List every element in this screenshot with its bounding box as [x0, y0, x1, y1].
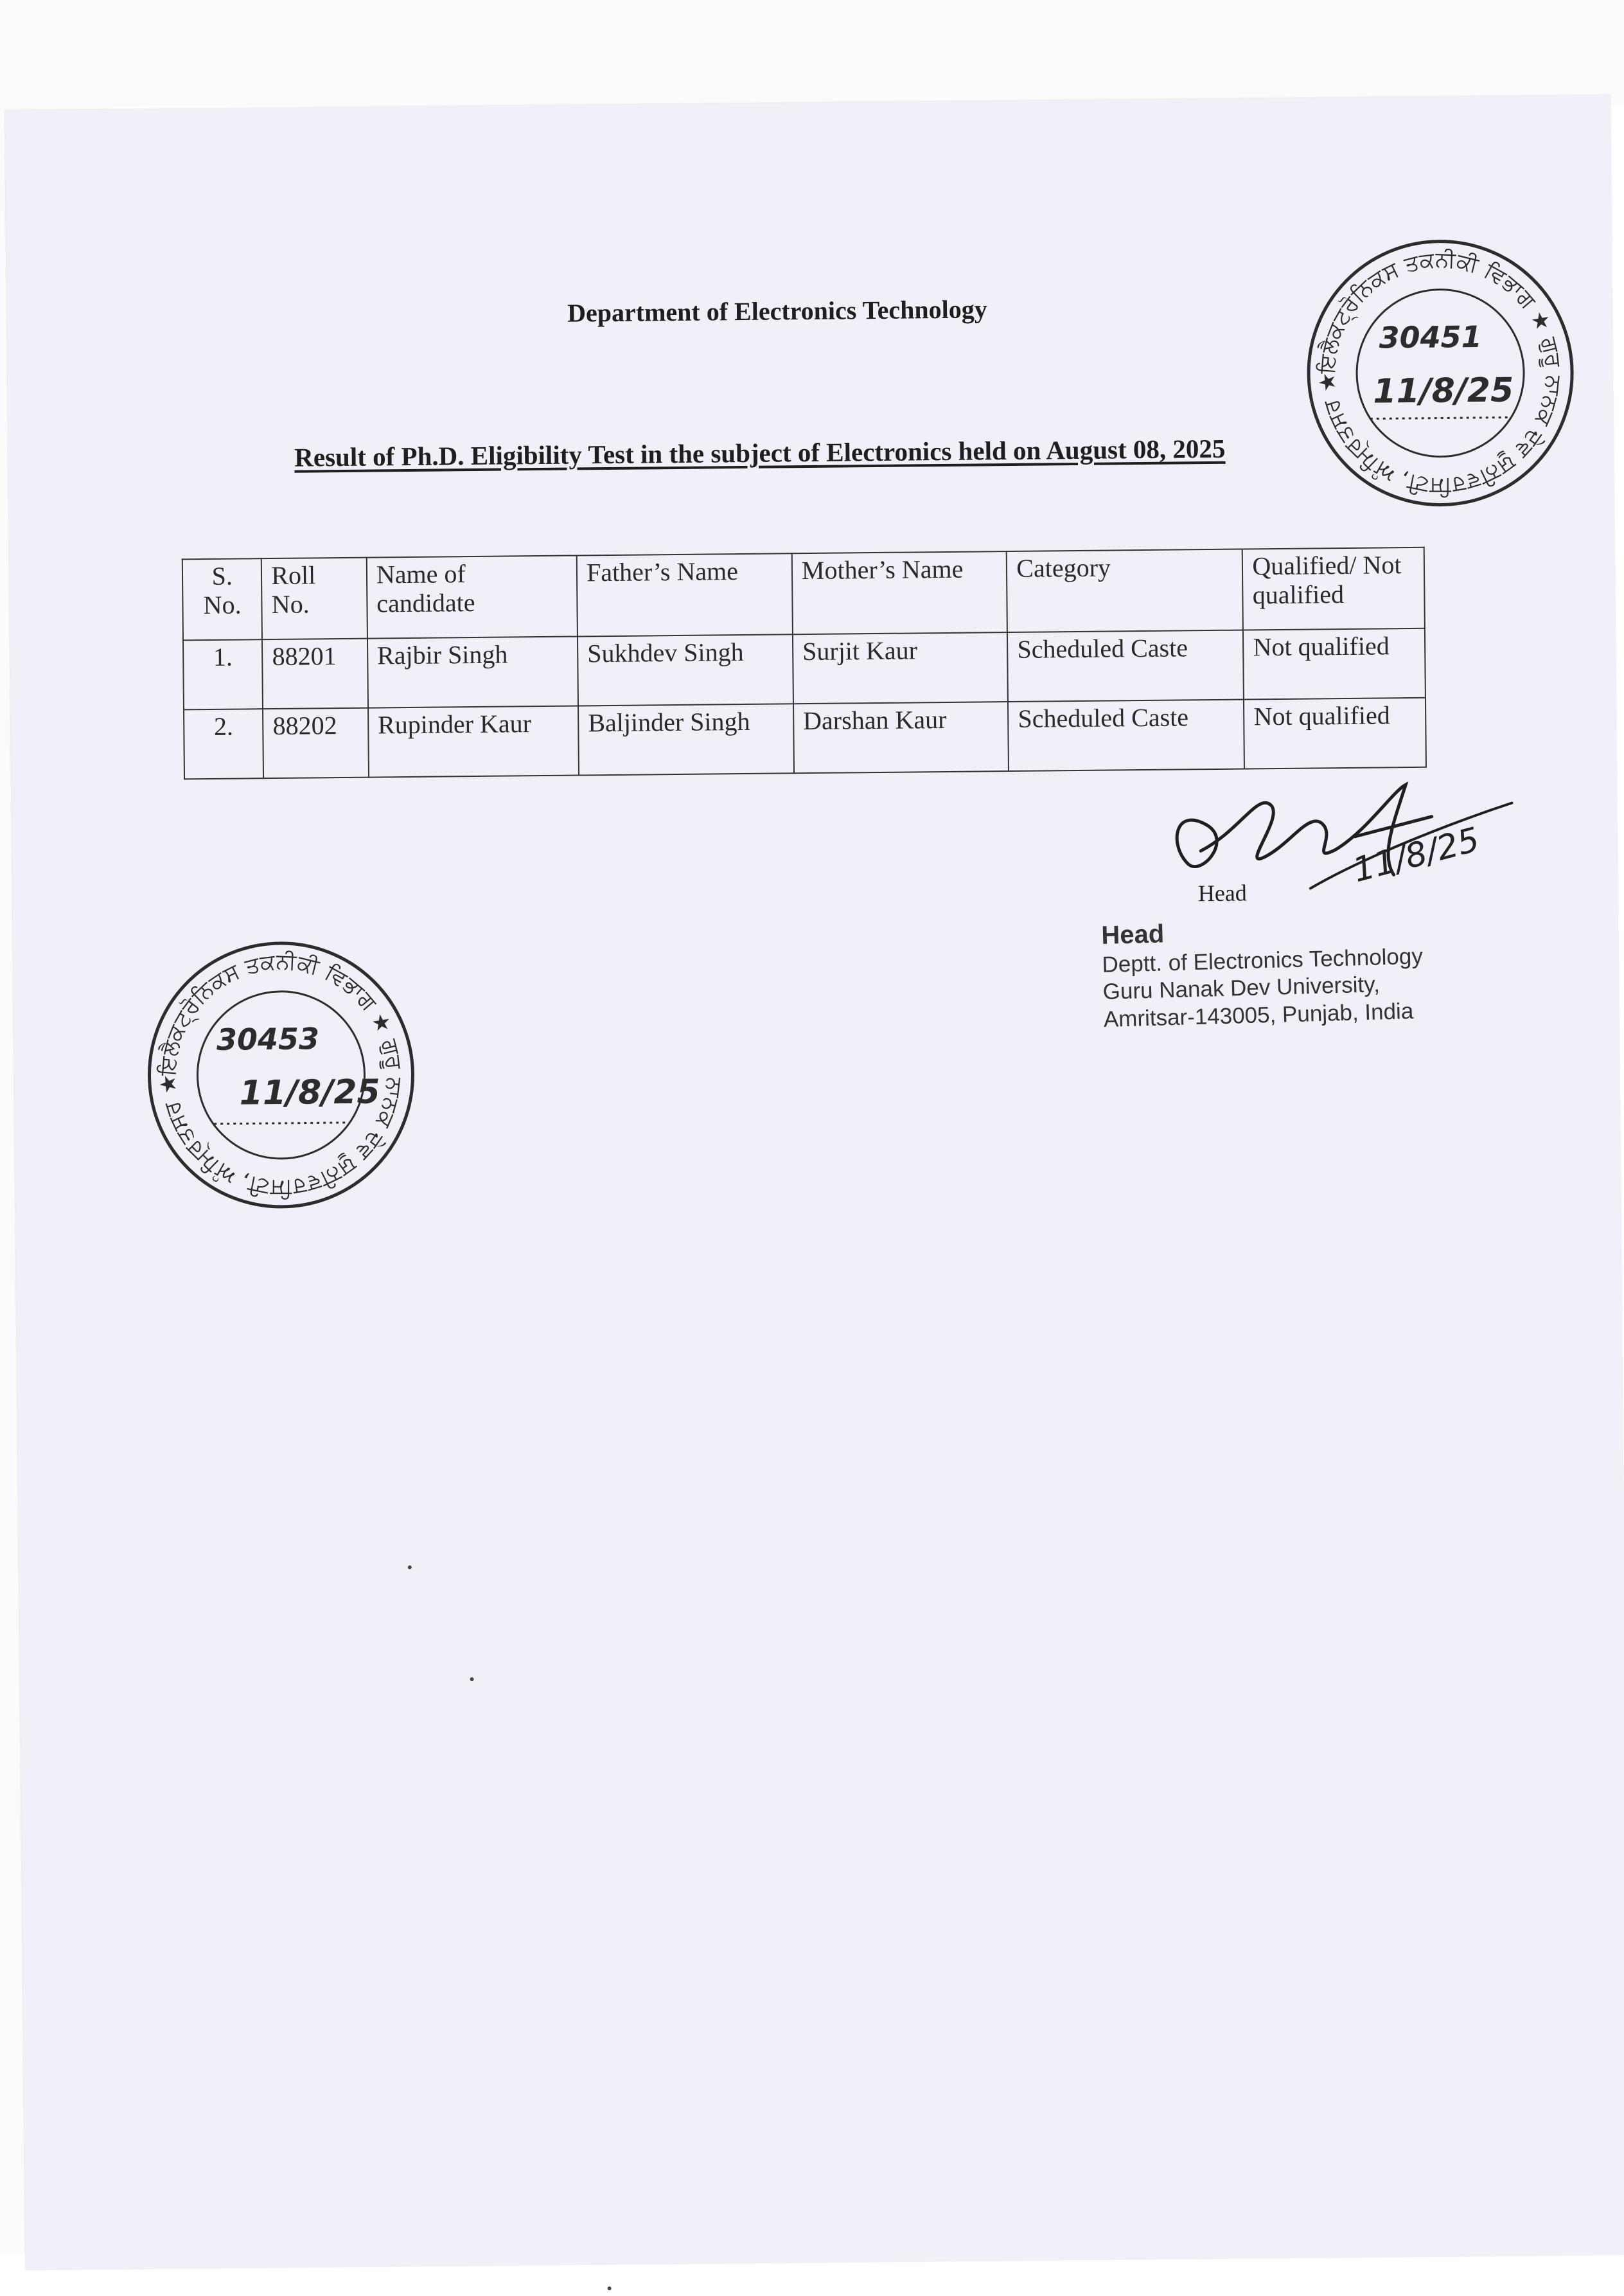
scan-speck: [608, 2286, 612, 2290]
cell-category: Scheduled Caste: [1007, 630, 1244, 702]
cell-roll: 88201: [262, 639, 368, 709]
stamp-ring-text: ਇਲੈਕਟ੍ਰੋਨਿਕਸ ਤਕਨੀਕੀ ਵਿਭਾਗ ★ ਗੁਰੂ ਨਾਨਕ ਦੇਵ ਯੂਨੀਵਰਸਿਟੀ, ਅੰਮ੍ਰਿਤਸਰ ★: [1314, 247, 1567, 499]
table-header-row: [182, 547, 1425, 641]
address-line: Deptt. of Electronics Technology: [1102, 943, 1424, 977]
cell-mother: Darshan Kaur: [793, 702, 1009, 773]
stamp-date: 11/8/25: [239, 1072, 380, 1113]
document-page: [5, 95, 1624, 2270]
result-title: Result of Ph.D. Eligibility Test in the subject of Electronics held on August 08, 2025: [294, 433, 1226, 472]
cell-father: Baljinder Singh: [578, 704, 794, 775]
cell-category: Scheduled Caste: [1008, 700, 1244, 772]
scan-margin-top: [0, 0, 1624, 106]
col-header-category: Category: [1007, 549, 1243, 633]
department-stamp-top: [1301, 234, 1580, 513]
address-line: Guru Nanak Dev University,: [1102, 972, 1381, 1005]
stamp-date: 11/8/25: [1373, 371, 1514, 411]
address-title: Head: [1100, 920, 1165, 950]
stamp-number: 30453: [216, 1021, 320, 1057]
col-header-roll: Roll No.: [261, 558, 367, 640]
table-row: [183, 628, 1425, 710]
cell-roll: 88202: [263, 708, 369, 779]
scan-speck: [408, 1565, 412, 1569]
cell-mother: Surjit Kaur: [793, 632, 1008, 704]
col-header-mother: Mother’s Name: [792, 551, 1008, 634]
result-table: [182, 547, 1427, 780]
cell-father: Sukhdev Singh: [578, 634, 793, 706]
head-address-stamp: [1101, 912, 1425, 1034]
signature-head-label: Head: [1197, 880, 1247, 907]
col-header-sno: S. No.: [182, 558, 263, 640]
cell-sno: 2.: [184, 709, 263, 779]
signature-date: 11/8/25: [1348, 820, 1484, 891]
cell-status: Not qualified: [1243, 628, 1425, 700]
scan-speck: [470, 1677, 473, 1681]
stamp-ring-text: ਇਲੈਕਟ੍ਰੋਨਿਕਸ ਤਕਨੀਕੀ ਵਿਭਾਗ ★ ਗੁਰੂ ਨਾਨਕ ਦੇਵ ਯੂਨੀਵਰਸਿਟੀ, ਅੰਮ੍ਰਿਤਸਰ ★: [154, 948, 408, 1201]
stamp-number: 30451: [1379, 319, 1482, 355]
col-header-father: Father’s Name: [577, 553, 793, 636]
department-heading: Department of Electronics Technology: [567, 294, 987, 328]
cell-sno: 1.: [183, 639, 263, 709]
department-stamp-left: [141, 936, 420, 1215]
cell-status: Not qualified: [1244, 698, 1426, 769]
col-header-qualified: Qualified/ Not qualified: [1242, 547, 1425, 630]
cell-name: Rajbir Singh: [367, 636, 578, 707]
col-header-name: Name of candidate: [367, 555, 578, 638]
address-line: Amritsar-143005, Punjab, India: [1103, 999, 1414, 1033]
cell-name: Rupinder Kaur: [368, 706, 579, 777]
